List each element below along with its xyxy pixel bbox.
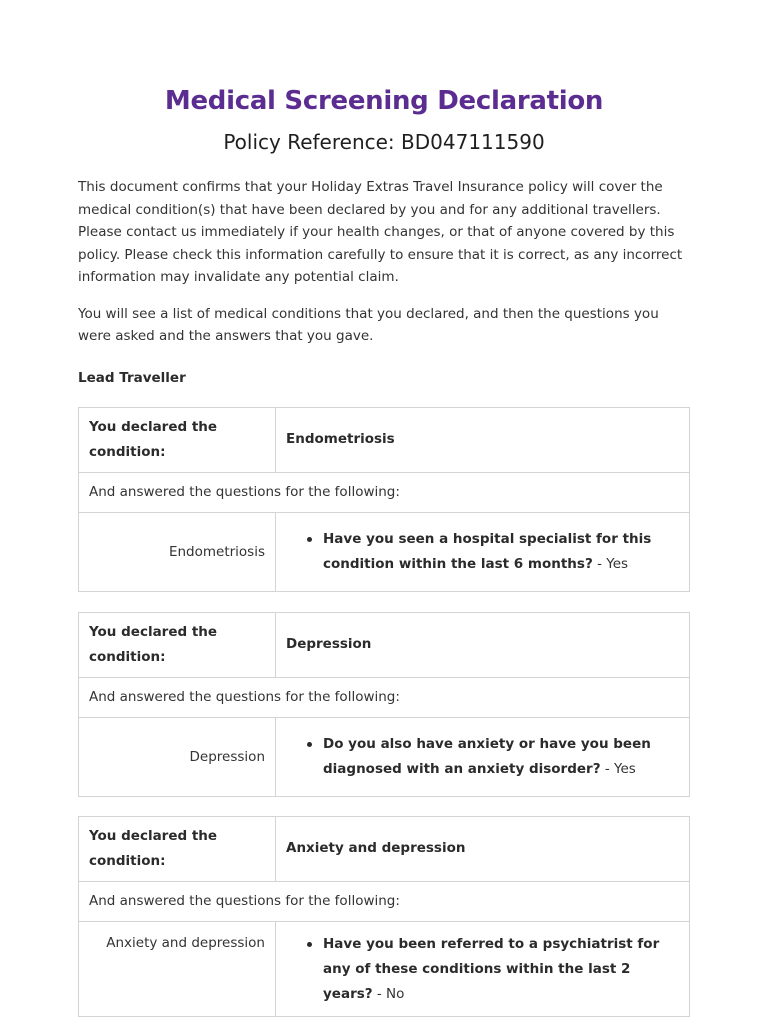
- declared-condition-name: Anxiety and depression: [276, 816, 690, 881]
- question-cell: [276, 921, 690, 1016]
- policy-reference: Policy Reference: BD047111590: [223, 130, 545, 154]
- question-condition-name: Depression: [79, 717, 276, 796]
- declared-label: You declared the condition:: [79, 612, 276, 677]
- question-row: [79, 717, 690, 796]
- question-text: Do you also have anxiety or have you been diagnosed with an anxiety disorder?: [323, 735, 651, 777]
- page-title: Medical Screening Declaration: [164, 86, 604, 116]
- question-list: [286, 527, 679, 577]
- declared-label: You declared the condition:: [79, 816, 276, 881]
- answer-text: - Yes: [592, 555, 629, 572]
- answer-text: - No: [372, 985, 405, 1002]
- question-text: Have you seen a hospital specialist for this condition within the last 6 months?: [323, 530, 652, 572]
- list-explanation-paragraph: You will see a list of medical conditions that you declared, and then the questions you were asked and the answers that you gave.: [78, 305, 659, 344]
- list-item: [323, 932, 679, 1007]
- question-text: Have you been referred to a psychiatrist for any of these conditions within the last 2 years?: [323, 935, 660, 1002]
- question-condition-name: Anxiety and depression: [79, 921, 276, 1016]
- list-item: [323, 527, 679, 577]
- declared-condition-row: [79, 612, 690, 677]
- answered-header-row: [79, 677, 690, 717]
- condition-table-endometriosis: [78, 407, 690, 592]
- condition-table-depression: [78, 612, 690, 797]
- question-list: [286, 932, 679, 1007]
- answered-label: And answered the questions for the following:: [79, 677, 690, 717]
- document-page: [0, 84, 768, 1024]
- answered-header-row: [79, 881, 690, 921]
- answered-label: And answered the questions for the following:: [79, 881, 690, 921]
- question-row: [79, 921, 690, 1016]
- declared-condition-row: [79, 407, 690, 472]
- intro-paragraph: This document confirms that your Holiday Extras Travel Insurance policy will cover the medical condition(s) that have been declared by you and for any additional travellers. Please contact us immediately if your health changes, or that of anyone covered by this policy. Please check this information carefully to ensure that it is correct, as any incorrect information may invalidate any potential claim.: [78, 179, 683, 285]
- question-cell: [276, 512, 690, 591]
- question-cell: [276, 717, 690, 796]
- answered-label: And answered the questions for the following:: [79, 472, 690, 512]
- list-item: [323, 732, 679, 782]
- answered-header-row: [79, 472, 690, 512]
- declared-label: You declared the condition:: [79, 407, 276, 472]
- question-list: [286, 732, 679, 782]
- answer-text: - Yes: [600, 760, 636, 777]
- condition-table-anxiety-and-depression: [78, 816, 690, 1017]
- lead-traveller-heading: Lead Traveller: [78, 369, 186, 386]
- declared-condition-name: Depression: [276, 612, 690, 677]
- question-row: [79, 512, 690, 591]
- question-condition-name: Endometriosis: [79, 512, 276, 591]
- declared-condition-row: [79, 816, 690, 881]
- declared-condition-name: Endometriosis: [276, 407, 690, 472]
